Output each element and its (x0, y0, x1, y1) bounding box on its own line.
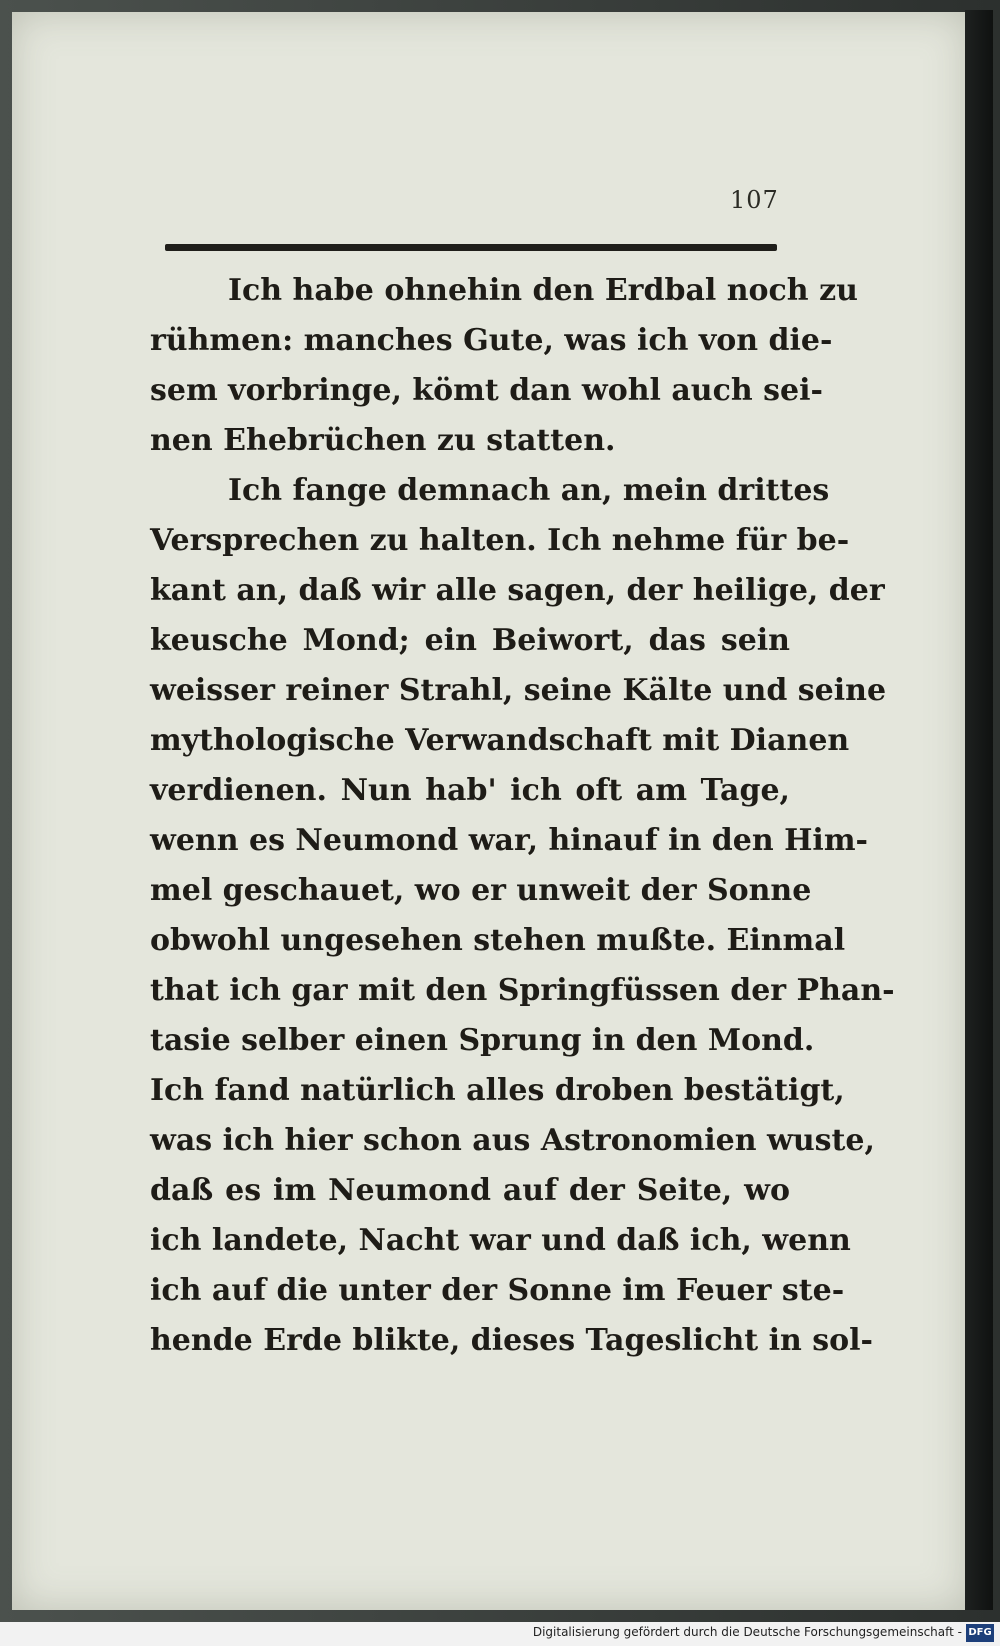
text-line: keusche Mond; ein Beiwort, das sein (150, 623, 790, 658)
body-text (150, 266, 895, 1366)
text-line: Versprechen zu halten. Ich nehme für be- (150, 523, 850, 558)
text-line: weisser reiner Strahl, seine Kälte und seine (150, 673, 887, 708)
text-line: that ich gar mit den Springfüssen der Phan- (150, 973, 895, 1008)
footer-bar (0, 1622, 1000, 1646)
text-line: mel geschauet, wo er unweit der Sonne (150, 873, 812, 908)
text-line: kant an, daß wir alle sagen, der heilige, der (150, 573, 885, 608)
text-line: tasie selber einen Sprung in den Mond. (150, 1023, 815, 1058)
text-line: wenn es Neumond war, hinauf in den Him- (150, 823, 869, 858)
text-line: Ich fand natürlich alles droben bestätigt, (150, 1073, 845, 1108)
text-line: ich auf die unter der Sonne im Feuer ste- (150, 1273, 845, 1308)
text-line: was ich hier schon aus Astronomien wuste, (150, 1123, 875, 1158)
text-line: hende Erde blikte, dieses Tageslicht in sol- (150, 1323, 873, 1358)
text-line: ich landete, Nacht war und daß ich, wenn (150, 1223, 851, 1258)
funding-credit: Digitalisierung gefördert durch die Deutsche Forschungsgemeinschaft - (532, 1625, 962, 1639)
text-line: sem vorbringe, kömt dan wohl auch sei- (150, 373, 823, 408)
text-line: obwohl ungesehen stehen mußte. Einmal (150, 923, 846, 958)
text-line: daß es im Neumond auf der Seite, wo (150, 1173, 790, 1208)
page-number: 107 (730, 186, 779, 214)
text-line: mythologische Verwandschaft mit Dianen (150, 723, 850, 758)
text-line: rühmen: manches Gute, was ich von die- (150, 323, 833, 358)
page-edge-shadow (965, 10, 993, 1610)
text-line: verdienen. Nun hab' ich oft am Tage, (150, 773, 790, 808)
dfg-logo: DFG (966, 1624, 994, 1642)
header-rule (165, 244, 777, 251)
text-line: Ich fange demnach an, mein drittes (228, 473, 830, 508)
text-line: nen Ehebrüchen zu statten. (150, 423, 616, 458)
text-line: Ich habe ohnehin den Erdbal noch zu (228, 273, 858, 308)
